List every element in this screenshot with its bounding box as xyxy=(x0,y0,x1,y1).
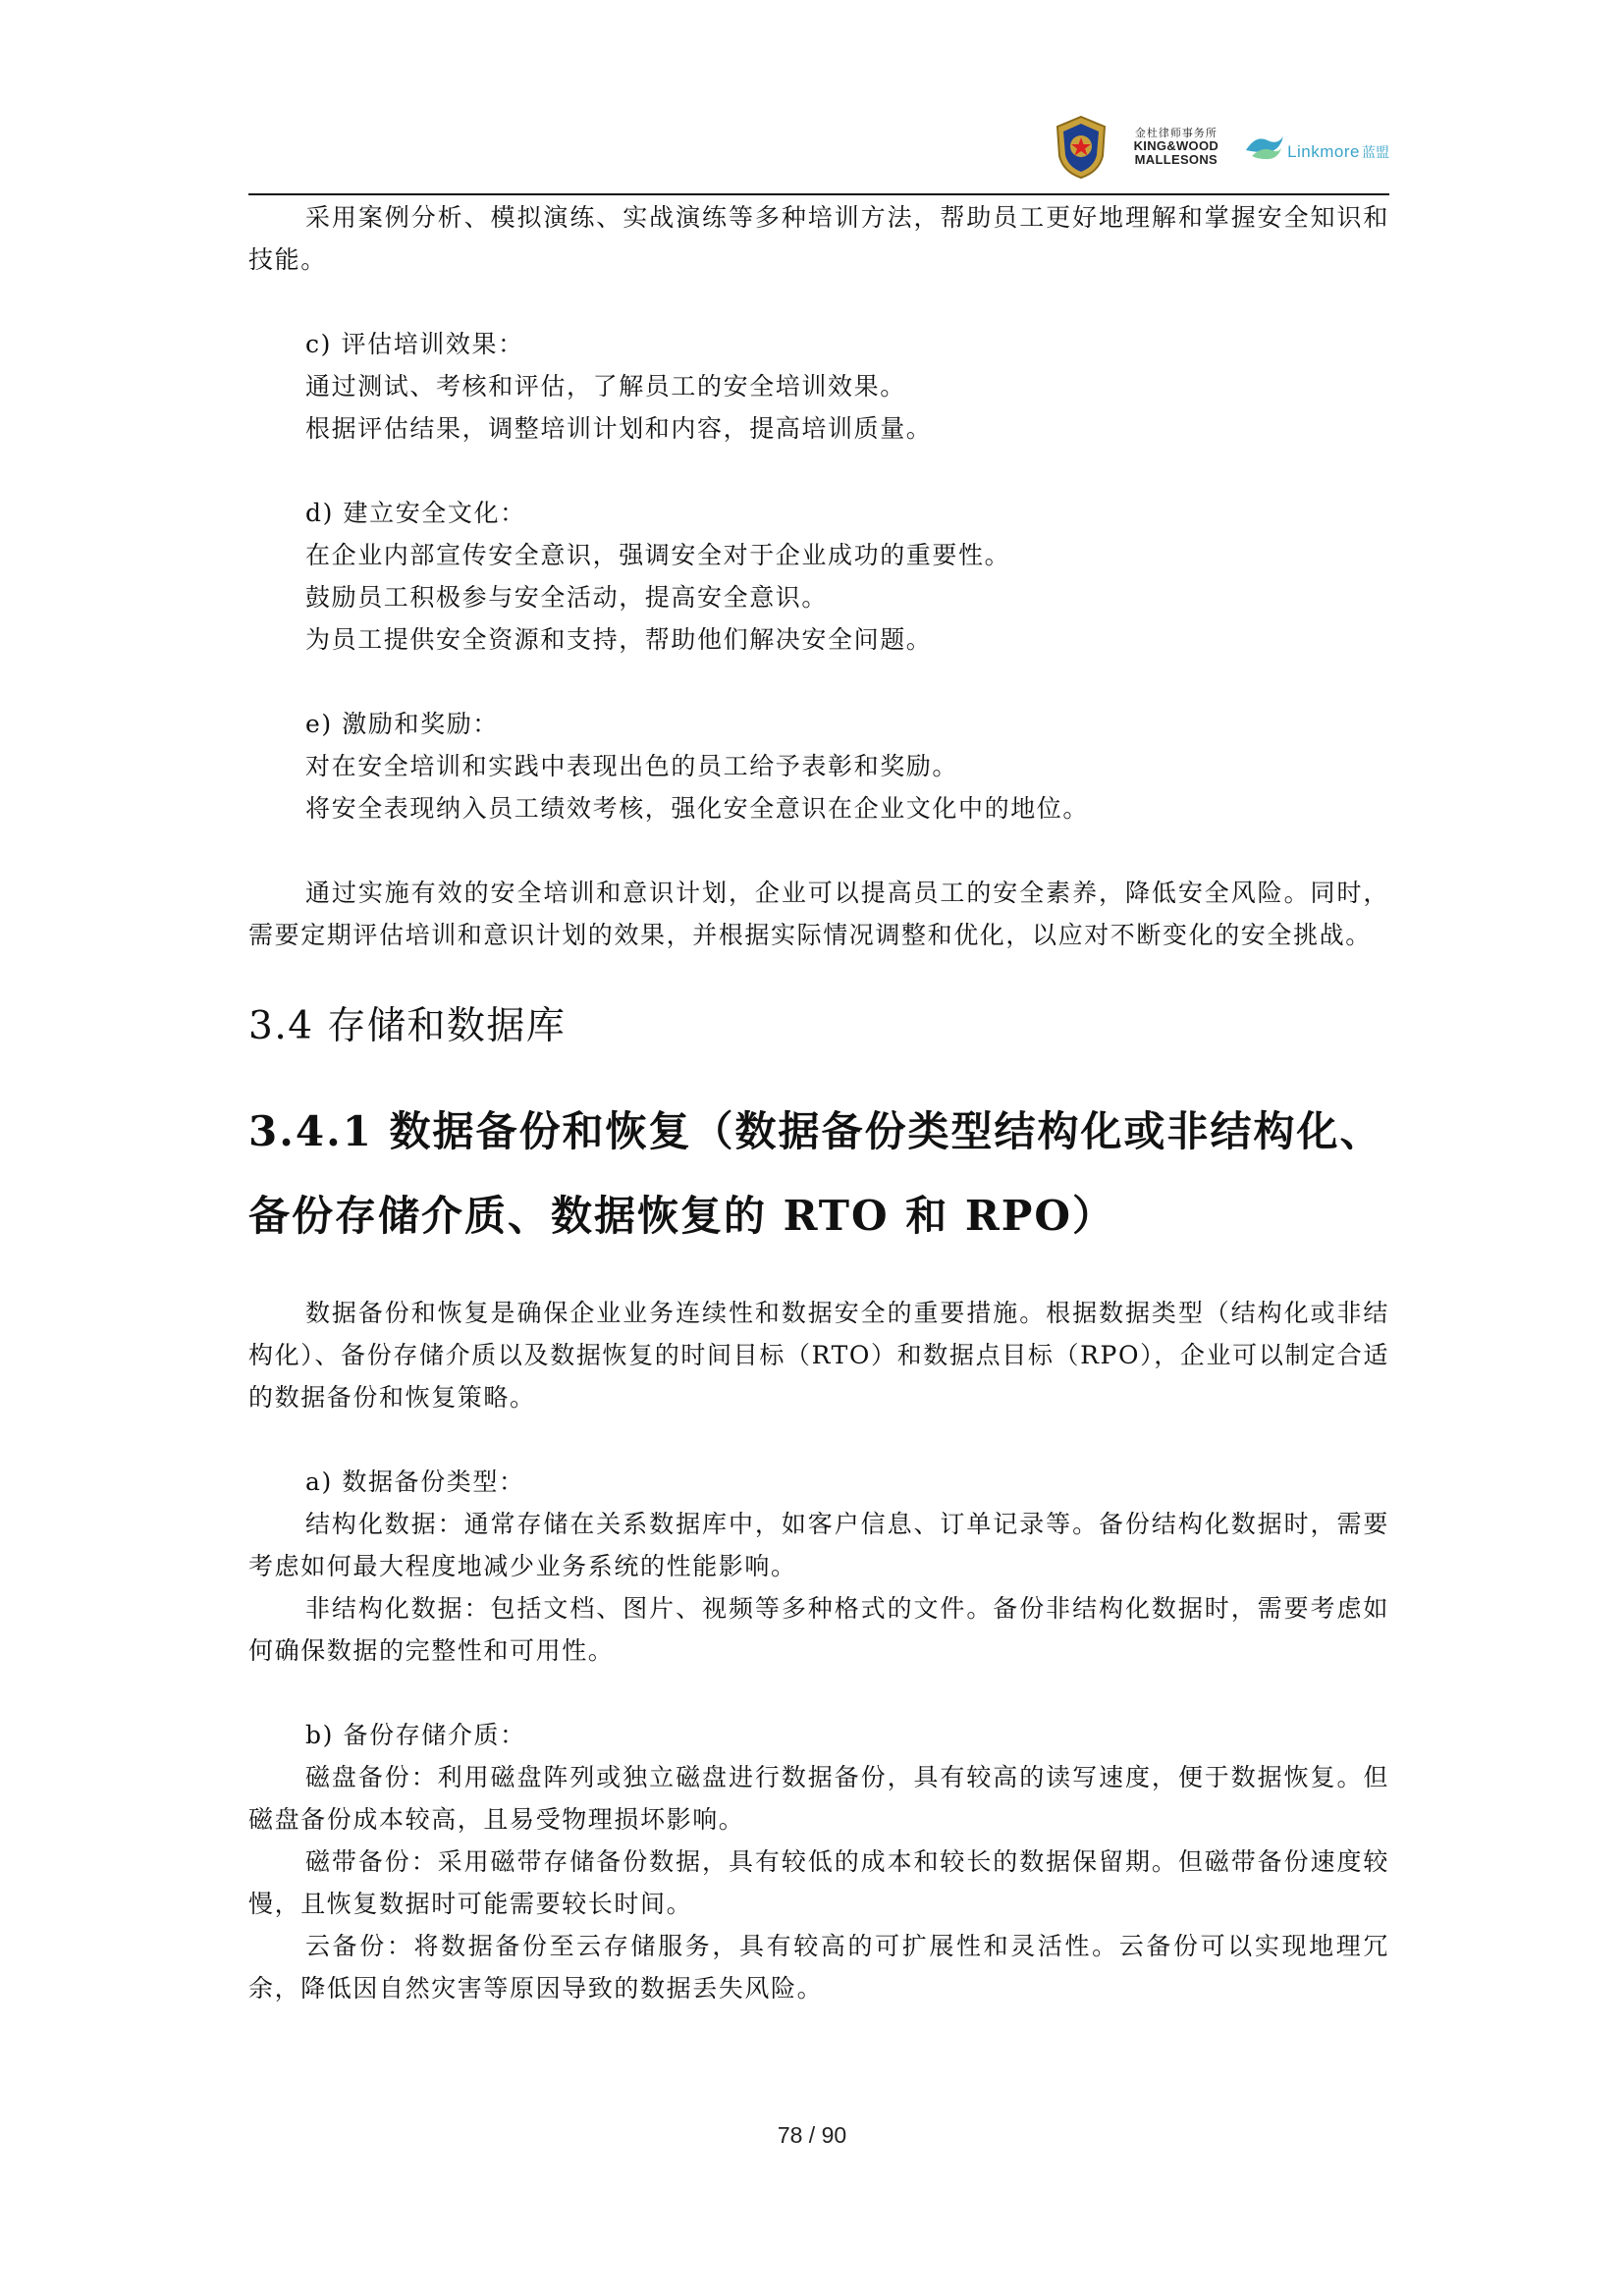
item-a-structured: 结构化数据：通常存储在关系数据库中，如客户信息、订单记录等。备份结构化数据时，需要考虑如何最大程度地减少业务系统的性能影响。 xyxy=(248,1510,1389,1580)
item-e-line-2: 将安全表现纳入员工绩效考核，强化安全意识在企业文化中的地位。 xyxy=(305,794,1090,823)
logo-row xyxy=(1052,108,1389,187)
item-b-title: b) 备份存储介质： xyxy=(305,1721,526,1749)
item-c-title: c) 评估培训效果： xyxy=(305,330,524,358)
paragraph-summary: 通过实施有效的安全培训和意识计划，企业可以提高员工的安全素养，降低安全风险。同时，需要定期评估培训和意识计划的效果，并根据实际情况调整和优化，以应对不断变化的安全挑战。 xyxy=(248,879,1389,949)
item-a-unstructured: 非结构化数据：包括文档、图片、视频等多种格式的文件。备份非结构化数据时，需要考虑如何确保数据的完整性和可用性。 xyxy=(248,1594,1389,1665)
item-d-line-3: 为员工提供安全资源和支持，帮助他们解决安全问题。 xyxy=(305,625,933,654)
page-content xyxy=(248,196,1389,2009)
linkmore-logo xyxy=(1242,133,1389,162)
kwm-logo xyxy=(1134,129,1218,167)
item-a-title: a) 数据备份类型： xyxy=(305,1468,525,1496)
linkmore-mark-icon xyxy=(1242,133,1285,162)
item-b-tape: 磁带备份：采用磁带存储备份数据，具有较低的成本和较长的数据保留期。但磁带备份速度较慢，且恢复数据时可能需要较长时间。 xyxy=(248,1847,1389,1918)
header-rule xyxy=(248,193,1389,195)
item-d-line-1: 在企业内部宣传安全意识，强调安全对于企业成功的重要性。 xyxy=(305,541,1011,569)
linkmore-word: Linkmore xyxy=(1287,142,1360,161)
police-emblem-icon xyxy=(1052,115,1110,180)
section-heading-3-4-1: 3.4.1 数据备份和恢复（数据备份类型结构化或非结构化、备份存储介质、数据恢复的 RTO 和 RPO） xyxy=(248,1107,1383,1240)
item-e-title: e) 激励和奖励： xyxy=(305,710,499,738)
item-d-line-2: 鼓励员工积极参与安全活动，提高安全意识。 xyxy=(305,583,829,612)
kwm-logo-en-2: MALLESONS xyxy=(1134,151,1218,167)
item-b-cloud: 云备份：将数据备份至云存储服务，具有较高的可扩展性和灵活性。云备份可以实现地理冗余，降低因自然灾害等原因导致的数据丢失风险。 xyxy=(248,1932,1389,2002)
item-d-title: d) 建立安全文化： xyxy=(305,499,526,527)
kwm-logo-cn: 金杜律师事务所 xyxy=(1134,127,1218,139)
section-heading-3-4: 3.4 存储和数据库 xyxy=(248,1004,567,1048)
item-c-line-1: 通过测试、考核和评估，了解员工的安全培训效果。 xyxy=(305,372,906,400)
item-c-line-2: 根据评估结果，调整培训计划和内容，提高培训质量。 xyxy=(305,414,933,443)
page-header xyxy=(248,108,1389,196)
page-number: 78 / 90 xyxy=(777,2122,847,2148)
item-b-disk: 磁盘备份：利用磁盘阵列或独立磁盘进行数据备份，具有较高的读写速度，便于数据恢复。但磁盘备份成本较高，且易受物理损坏影响。 xyxy=(248,1763,1389,1834)
linkmore-cn: 蓝盟 xyxy=(1362,145,1389,161)
paragraph-training-methods: 采用案例分析、模拟演练、实战演练等多种培训方法，帮助员工更好地理解和掌握安全知识和技能。 xyxy=(248,203,1389,274)
paragraph-backup-intro: 数据备份和恢复是确保企业业务连续性和数据安全的重要措施。根据数据类型（结构化或非结构化）、备份存储介质以及数据恢复的时间目标（RTO）和数据点目标（RPO），企业可以制定合适的数据备份和恢复策略。 xyxy=(248,1299,1389,1412)
kwm-logo-en-1: KING&WOOD xyxy=(1133,138,1219,154)
item-e-line-1: 对在安全培训和实践中表现出色的员工给予表彰和奖励。 xyxy=(305,752,959,780)
